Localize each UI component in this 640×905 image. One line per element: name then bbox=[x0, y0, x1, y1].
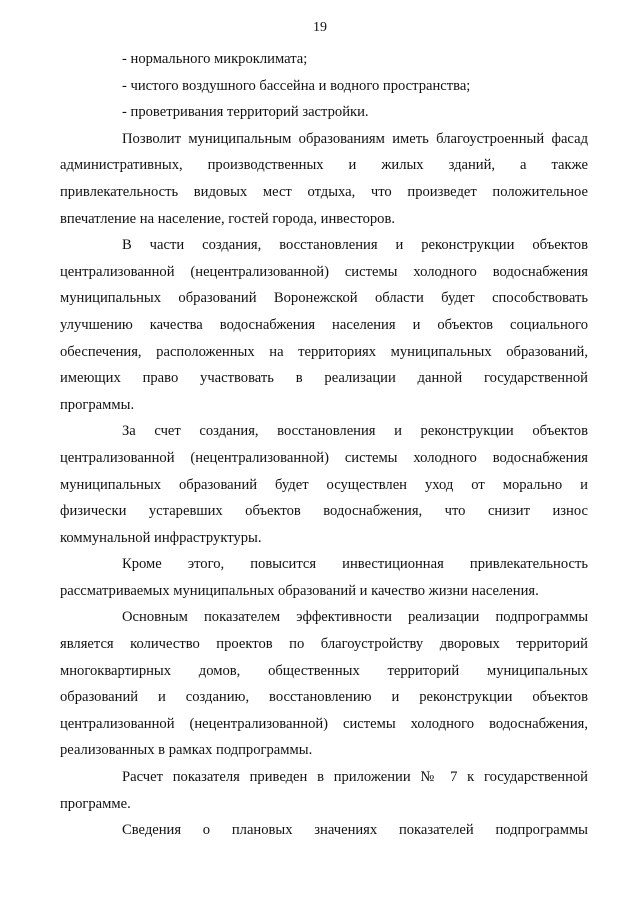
text-line: Основным показателем эффективности реализации подпрограммы bbox=[122, 609, 588, 626]
text-line: централизованной (нецентрализованной) системы холодного водоснабжения bbox=[60, 263, 588, 280]
text-line: физически устаревших объектов водоснабжения, что снизит износ bbox=[60, 503, 588, 520]
body-text bbox=[60, 46, 588, 844]
text-line: - чистого воздушного бассейна и водного пространства; bbox=[122, 77, 471, 94]
text-line: многоквартирных домов, общественных территорий муниципальных bbox=[60, 662, 588, 679]
text-line: реализованных в рамках подпрограммы. bbox=[60, 742, 313, 759]
text-line: централизованной (нецентрализованной) системы холодного водоснабжения bbox=[60, 449, 588, 466]
text-line: централизованной (нецентрализованной) системы холодного водоснабжения, bbox=[60, 715, 588, 732]
text-line: За счет создания, восстановления и реконструкции объектов bbox=[122, 423, 588, 440]
text-line: впечатление на население, гостей города, инвесторов. bbox=[60, 210, 396, 227]
text-line: улучшению качества водоснабжения населения и объектов социального bbox=[60, 316, 588, 333]
text-line: Кроме этого, повысится инвестиционная привлекательность bbox=[122, 556, 588, 573]
text-line: Позволит муниципальным образованиям иметь благоустроенный фасад bbox=[122, 130, 588, 147]
text-line: - нормального микроклимата; bbox=[122, 51, 308, 67]
text-line: коммунальной инфраструктуры. bbox=[60, 529, 262, 546]
text-line: рассматриваемых муниципальных образований и качество жизни населения. bbox=[60, 582, 539, 599]
text-line: образований и созданию, восстановлению и реконструкции объектов bbox=[60, 689, 588, 706]
page-number: 19 bbox=[313, 20, 327, 35]
text-line: муниципальных образований будет осуществлен уход от морально и bbox=[60, 476, 588, 493]
text-line: В части создания, восстановления и реконструкции объектов bbox=[122, 237, 588, 254]
text-line: программы. bbox=[60, 396, 135, 413]
text-line: Расчет показателя приведен в приложении № 7 к государственной bbox=[122, 769, 588, 786]
text-line: Сведения о плановых значениях показателей подпрограммы bbox=[122, 822, 588, 839]
text-line: - проветривания территорий застройки. bbox=[122, 104, 369, 121]
text-line: является количество проектов по благоустройству дворовых территорий bbox=[60, 636, 588, 653]
text-line: программе. bbox=[60, 795, 131, 812]
text-line: имеющих право участвовать в реализации данной государственной bbox=[60, 370, 588, 387]
text-line: муниципальных образований Воронежской области будет способствовать bbox=[60, 290, 588, 307]
text-line: обеспечения, расположенных на территориях муниципальных образований, bbox=[60, 343, 588, 360]
text-line: административных, производственных и жилых зданий, а также bbox=[60, 157, 588, 174]
text-line: привлекательность видовых мест отдыха, что произведет положительное bbox=[60, 183, 588, 200]
